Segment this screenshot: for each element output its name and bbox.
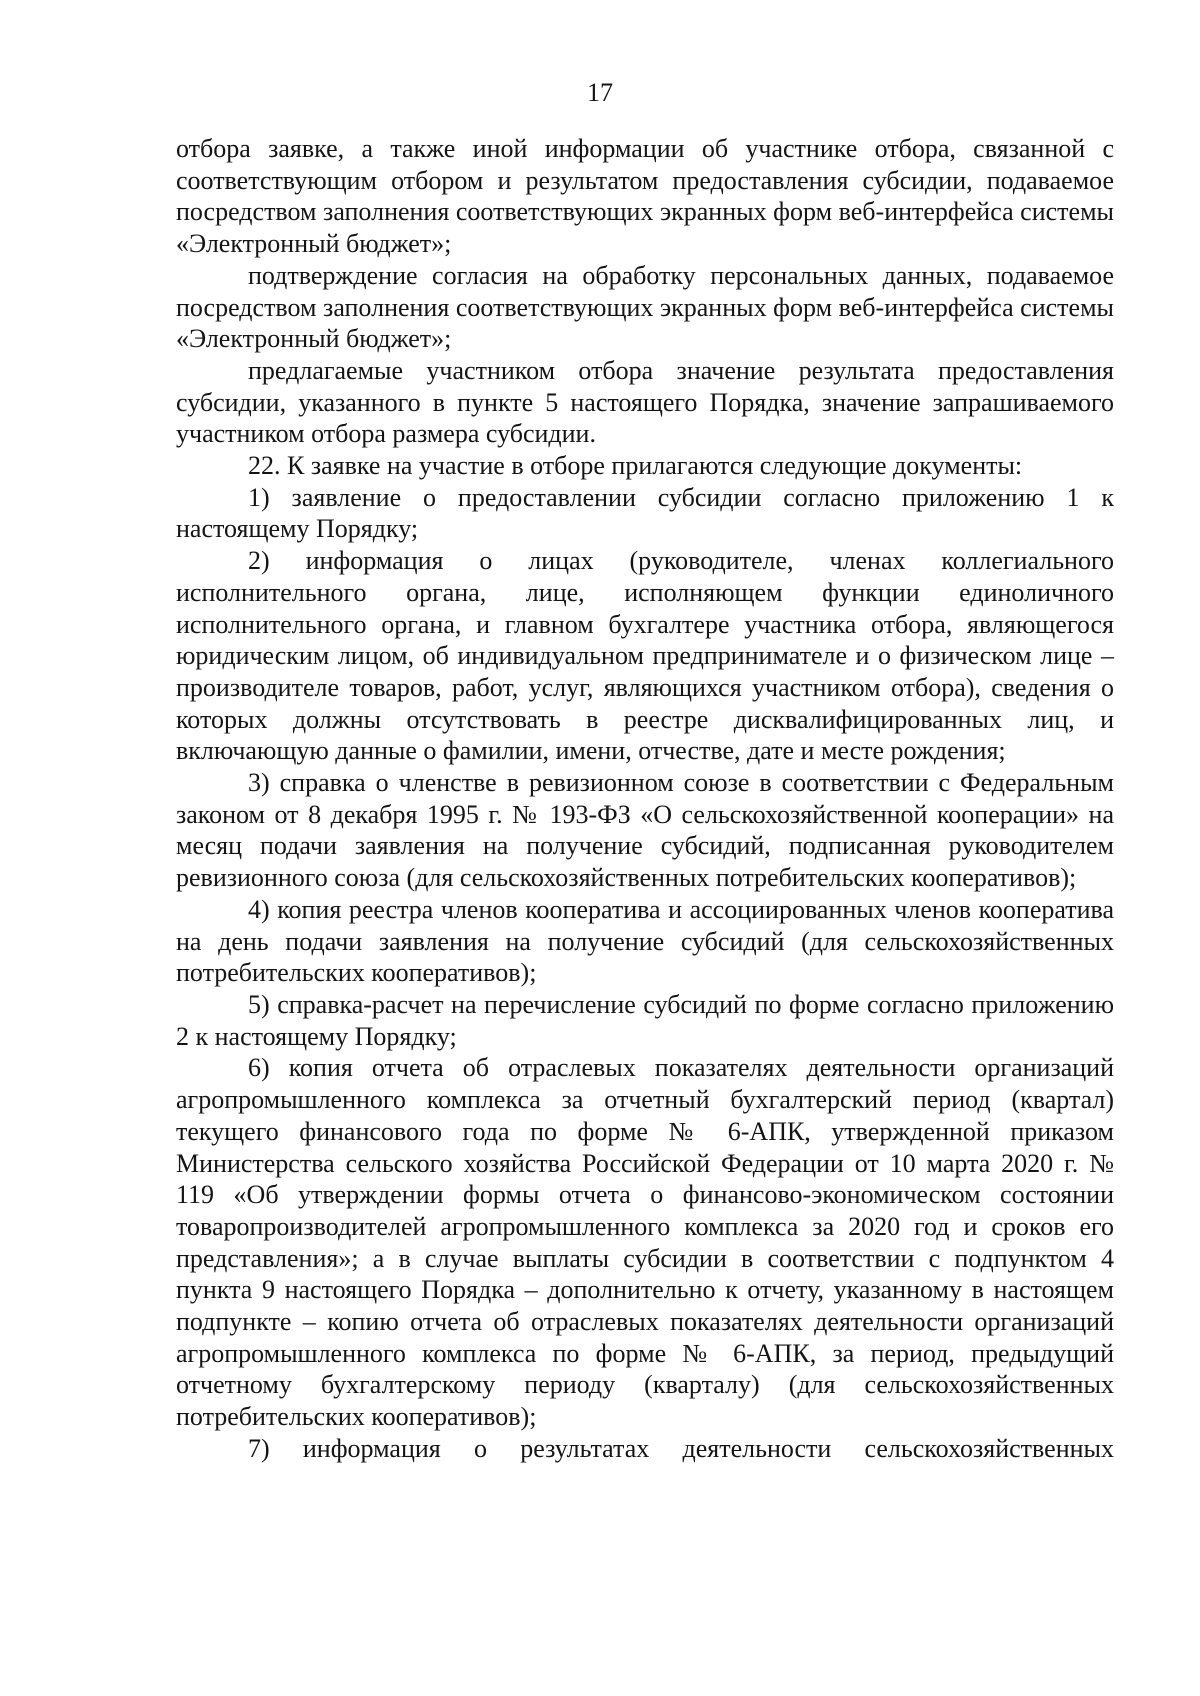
list-item-5: 5) справка-расчет на перечисление субсидий по форме согласно приложению 2 к настоящему Порядку; — [176, 989, 1114, 1051]
list-item-1: 1) заявление о предоставлении субсидии согласно приложению 1 к настоящему Порядку; — [176, 482, 1114, 544]
document-body — [176, 133, 1114, 1465]
paragraph-consent-personal-data: подтверждение согласия на обработку персональных данных, подаваемое посредством заполнения соответствующих экранных форм веб-интерфейса системы «Электронный бюджет»; — [176, 260, 1114, 354]
list-item-6: 6) копия отчета об отраслевых показателях деятельности организаций агропромышленного комплекса за отчетный бухгалтерский период (квартал) текущего финансового года по форме № 6-АПК, утвержденной приказом Министерства сельского хозяйства Российской Федерации от 10 марта 2020 г. № 119 «Об утверждении формы отчета о финансово-экономическом состоянии товаропроизводителей агропромышленного комплекса за 2020 год и сроков его представления»; а в случае выплаты субсидии в соответствии с подпунктом 4 пункта 9 настоящего Порядка – дополнительно к отчету, указанному в настоящем подпункте – копию отчета об отраслевых показателях деятельности организаций агропромышленного комплекса по форме № 6-АПК, за период, предыдущий отчетному бухгалтерскому периоду (кварталу) (для сельскохозяйственных потребительских кооперативов); — [176, 1053, 1114, 1432]
paragraph-proposed-result: предлагаемые участником отбора значение результата предоставления субсидии, указанного в пункте 5 настоящего Порядка, значение запрашиваемого участником отбора размера субсидии. — [176, 355, 1114, 449]
page-number: 17 — [587, 78, 613, 107]
list-item-2: 2) информация о лицах (руководителе, членах коллегиального исполнительного органа, лице, исполняющем функции единоличного исполнительного органа, и главном бухгалтере участника отбора, являющегося юридическим лицом, об индивидуальном предпринимателе и о физическом лице – производителе товаров, работ, услуг, являющихся участником отбора), сведения о которых должны отсутствовать в реестре дисквалифицированных лиц, и включающую данные о фамилии, имени, отчестве, дате и месте рождения; — [176, 546, 1114, 766]
list-item-7: 7) информация о результатах деятельности сельскохозяйственных — [248, 1433, 1114, 1463]
list-item-4: 4) копия реестра членов кооператива и ассоциированных членов кооператива на день подачи заявления на получение субсидий (для сельскохозяйственных потребительских кооперативов); — [176, 894, 1114, 988]
paragraph-22-heading: 22. К заявке на участие в отборе прилагаются следующие документы: — [248, 451, 1023, 481]
list-item-3: 3) справка о членстве в ревизионном союзе в соответствии с Федеральным законом от 8 декабря 1995 г. № 193-ФЗ «О сельскохозяйственной кооперации» на месяц подачи заявления на получение субсидий, подписанная руководителем ревизионного союза (для сельскохозяйственных потребительских кооперативов); — [176, 768, 1114, 893]
paragraph-continuation: отбора заявке, а также иной информации об участнике отбора, связанной с соответствующим отбором и результатом предоставления субсидии, подаваемое посредством заполнения соответствующих экранных форм веб-интерфейса системы «Электронный бюджет»; — [176, 134, 1114, 259]
